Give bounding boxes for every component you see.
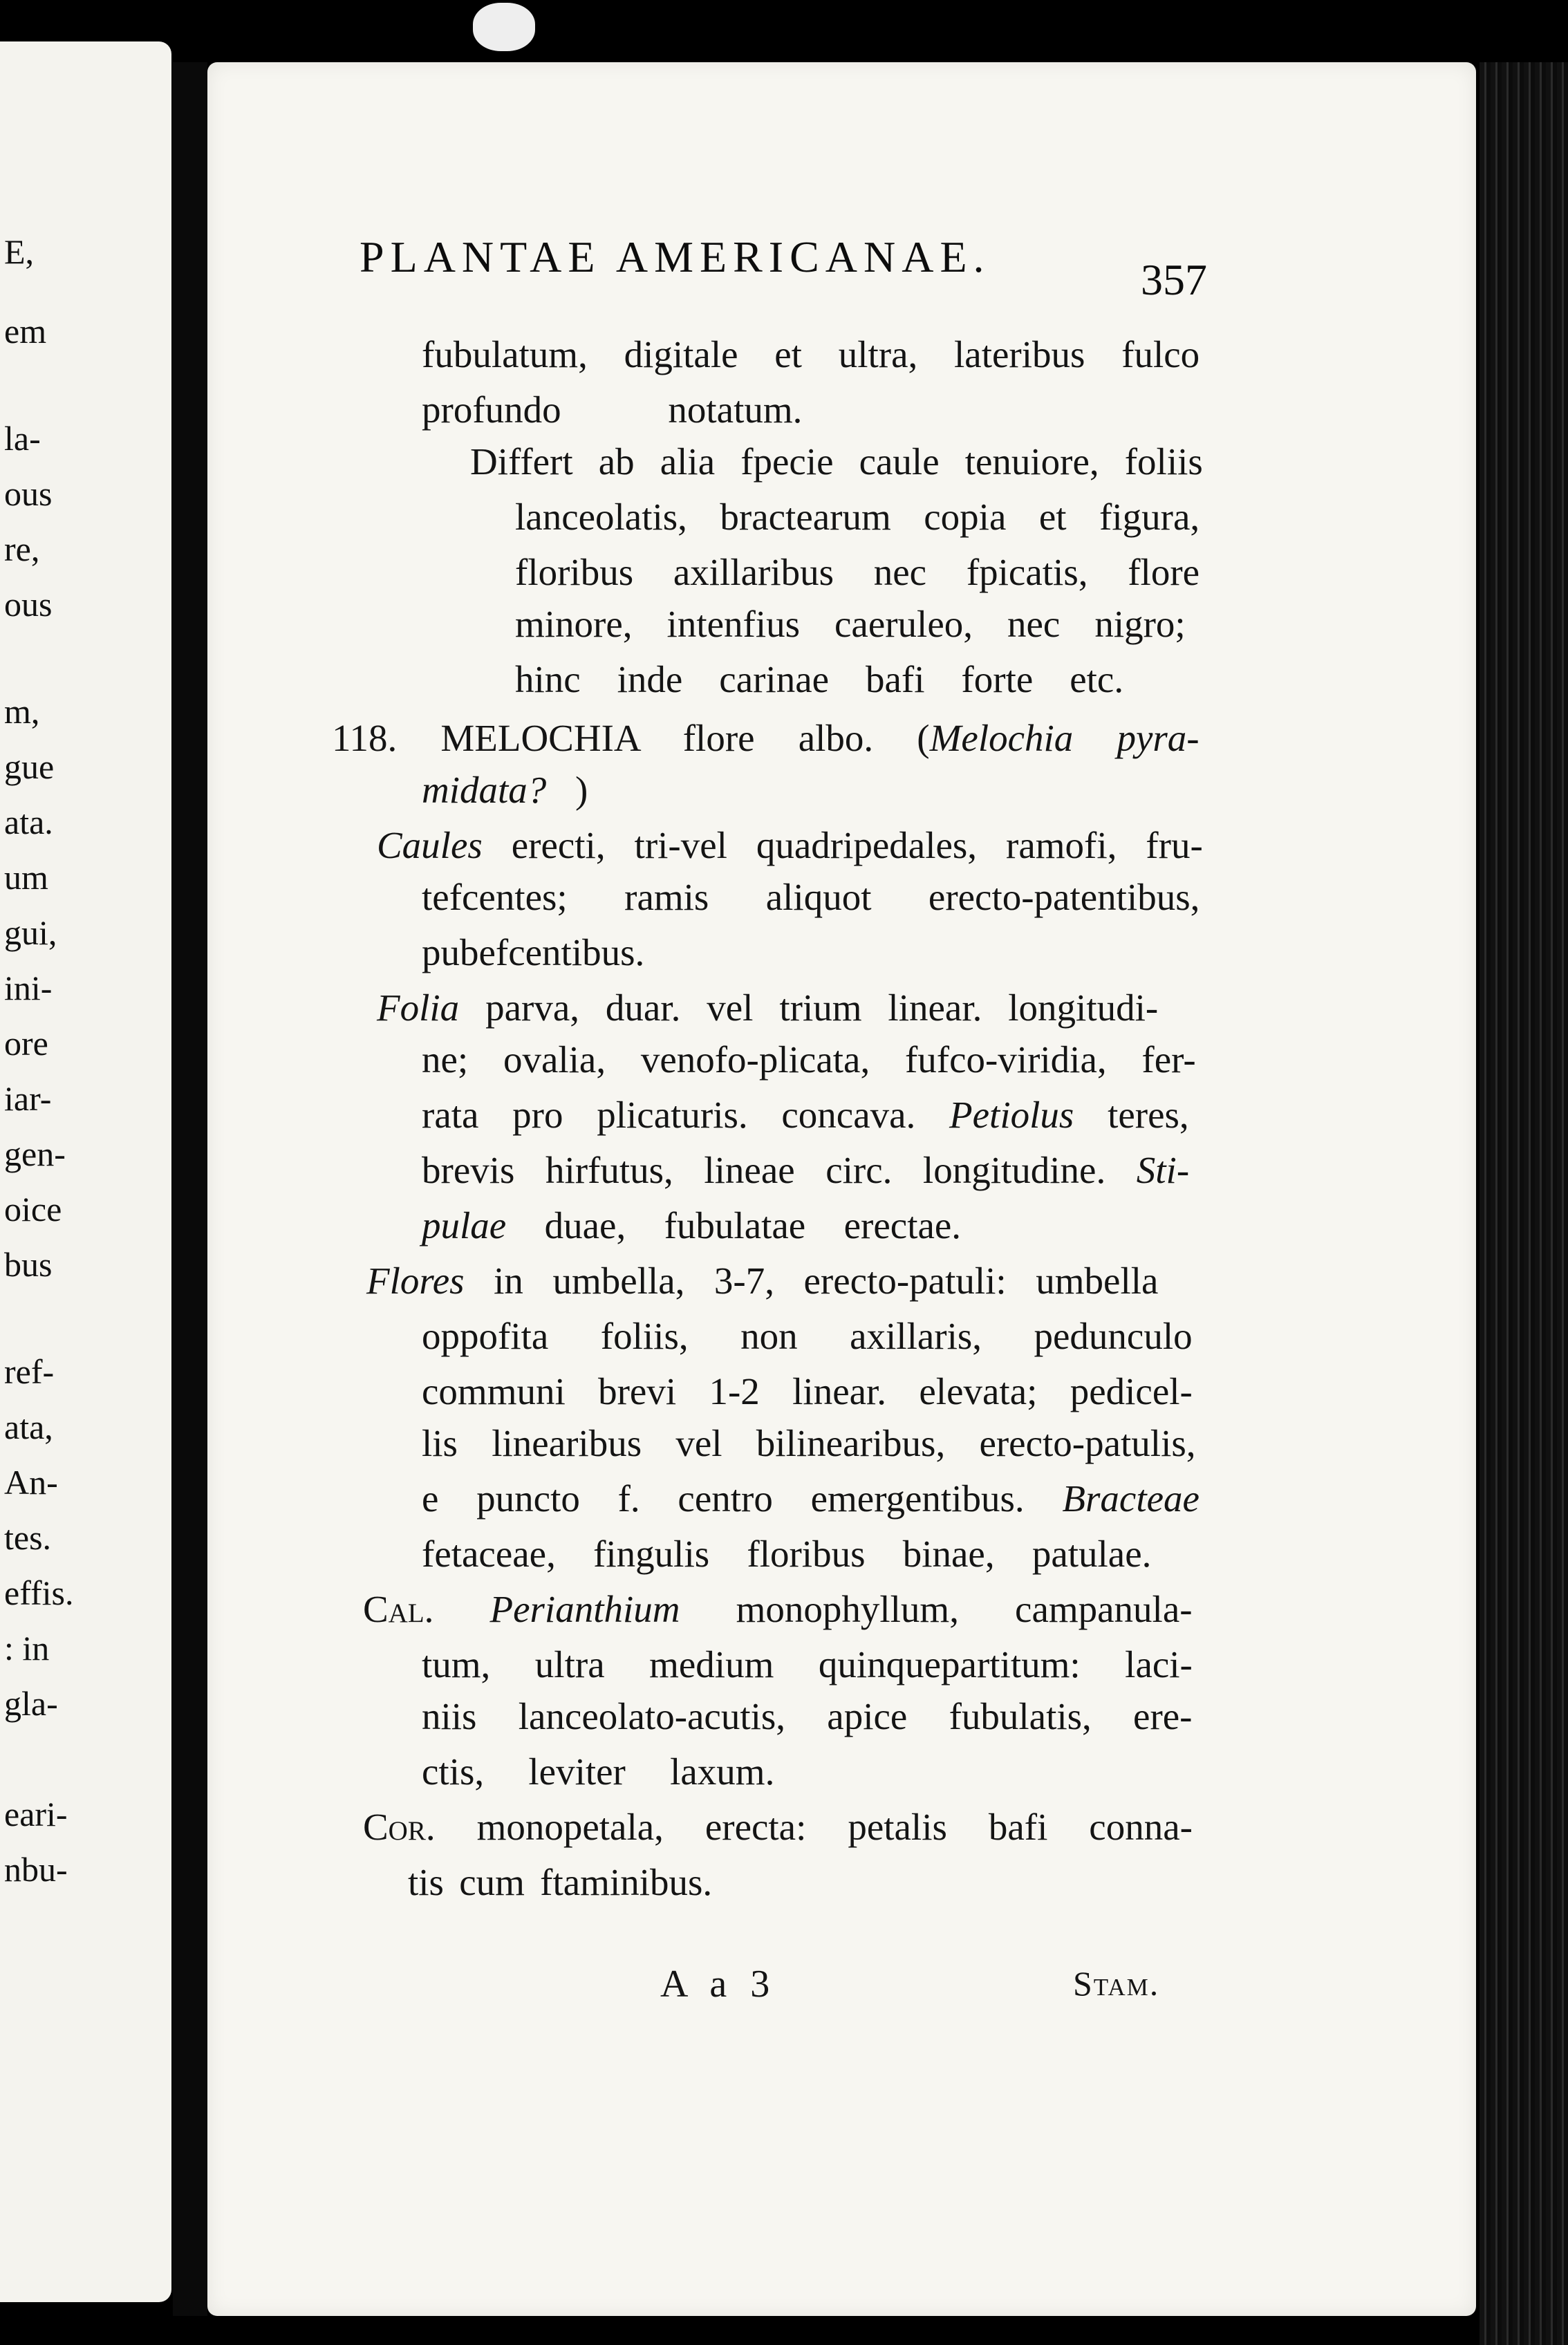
text-run: erecti, tri-vel quadripedales, ramofi, fru-	[482, 824, 1203, 866]
text-run: parva, duar. vel trium linear. longitudi-	[459, 987, 1159, 1029]
italic-term: Bracteae	[1062, 1477, 1200, 1520]
facing-page-text: oice	[4, 1190, 62, 1228]
text-run: minore, intenfius caeruleo, nec nigro;	[515, 603, 1186, 645]
page-number: 357	[1141, 255, 1207, 304]
text-line	[422, 771, 588, 809]
text-line	[515, 605, 1186, 643]
text-line	[422, 1372, 1193, 1410]
text-run: ne; ovalia, venofo-plicata, fufco-viridia, fer-	[422, 1038, 1196, 1081]
text-run: e puncto f. centro emergentibus.	[422, 1477, 1063, 1520]
text-run: 118. MELOCHIA flore albo. (	[332, 717, 930, 759]
text-run: oppofita foliis, non axillaris, pedunculo	[422, 1315, 1193, 1357]
signature-mark: A a 3	[660, 1963, 777, 2006]
text-run	[433, 1588, 489, 1630]
text-run: fubulatum, digitale et ultra, lateribus fulco	[422, 333, 1200, 375]
text-line	[422, 1317, 1193, 1355]
text-run: profundo notatum.	[422, 389, 803, 431]
text-line	[422, 1096, 1189, 1134]
text-line	[377, 989, 1158, 1027]
text-run: Differt ab alia fpecie caule tenuiore, foliis	[470, 440, 1203, 483]
text-run: tum, ultra medium quinquepartitum: laci-	[422, 1643, 1193, 1685]
text-line	[366, 1262, 1158, 1300]
facing-page-text: nbu-	[4, 1850, 68, 1889]
italic-term: Flores	[366, 1260, 465, 1302]
facing-page-text: ous	[4, 585, 53, 624]
facing-page-text: An-	[4, 1463, 58, 1502]
italic-term: Perianthium	[489, 1588, 680, 1630]
text-line	[422, 933, 644, 971]
text-line	[422, 1038, 1196, 1081]
text-line	[422, 1750, 775, 1793]
text-run: rata pro plicaturis. concava.	[422, 1094, 950, 1136]
text-run: ctis, leviter laxum.	[422, 1750, 775, 1793]
text-line	[363, 1590, 1193, 1628]
facing-page-text: ore	[4, 1024, 48, 1063]
facing-page-text: ata,	[4, 1408, 53, 1446]
text-run: duae, fubulatae erectae.	[506, 1204, 962, 1246]
text-run: monophyllum, campanula-	[680, 1588, 1193, 1630]
facing-page-text: la-	[4, 419, 41, 458]
facing-page-fragment	[0, 41, 171, 2302]
facing-page-text: em	[4, 312, 47, 351]
facing-page-text: iar-	[4, 1079, 52, 1118]
text-line	[422, 1424, 1196, 1462]
facing-page-text: gui,	[4, 913, 57, 952]
text-line	[377, 826, 1203, 864]
catchword: Stam.	[1073, 1964, 1160, 2003]
facing-page-text: m,	[4, 692, 40, 731]
facing-page-text: effis.	[4, 1573, 74, 1612]
text-line	[470, 440, 1203, 483]
italic-term: Caules	[377, 824, 483, 866]
text-line	[422, 335, 1200, 373]
facing-page-text: re,	[4, 530, 40, 568]
text-run: pubefcentibus.	[422, 931, 645, 973]
text-line	[422, 391, 802, 429]
text-run: lis linearibus vel bilinearibus, erecto-patulis,	[422, 1422, 1196, 1464]
text-line	[422, 1206, 961, 1244]
page-edges	[1480, 62, 1568, 2345]
book-gutter	[173, 62, 207, 2316]
text-run: hinc inde carinae bafi forte etc.	[515, 658, 1124, 700]
text-line	[332, 719, 1200, 757]
italic-term: Melochia pyra-	[929, 717, 1200, 759]
text-line	[515, 553, 1200, 591]
text-run: in umbella, 3-7, erecto-patuli: umbella	[464, 1260, 1159, 1302]
text-line	[422, 1477, 1200, 1520]
text-run: fetaceae, fingulis floribus binae, patulae.	[422, 1533, 1152, 1575]
facing-page-text: bus	[4, 1245, 53, 1284]
text-line	[422, 1535, 1151, 1573]
running-head: PLANTAE AMERICANAE.	[360, 232, 991, 281]
italic-term: Sti-	[1136, 1149, 1190, 1191]
facing-page-text: ini-	[4, 969, 53, 1007]
text-line	[422, 878, 1200, 916]
text-run: brevis hirfutus, lineae circ. longitudine.	[422, 1149, 1137, 1191]
facing-page-text: : in	[4, 1629, 50, 1667]
facing-page-text: ata.	[4, 803, 53, 841]
facing-page-text: gla-	[4, 1684, 58, 1723]
text-run: tefcentes; ramis aliquot erecto-patentibus,	[422, 876, 1200, 918]
text-line	[363, 1808, 1193, 1846]
text-run: )	[546, 769, 588, 811]
text-run: niis lanceolato-acutis, apice fubulatis, ere-	[422, 1695, 1193, 1737]
text-run: tis cum ftaminibus.	[408, 1861, 713, 1903]
italic-term: midata?	[422, 769, 547, 811]
text-line	[515, 660, 1123, 698]
italic-term: Folia	[377, 987, 460, 1029]
text-run: lanceolatis, bractearum copia et figura,	[515, 496, 1200, 538]
facing-page-text: gue	[4, 747, 55, 786]
text-run: teres,	[1074, 1094, 1189, 1136]
italic-term: pulae	[422, 1204, 507, 1246]
ink-blot	[470, 0, 538, 54]
text-run: floribus axillaribus nec fpicatis, flore	[515, 551, 1200, 593]
text-line	[422, 1151, 1189, 1189]
section-label: Cal.	[363, 1588, 434, 1630]
text-line	[408, 1863, 712, 1901]
facing-page-text: E,	[4, 232, 35, 271]
facing-page-text: tes.	[4, 1518, 52, 1557]
facing-page-text: eari-	[4, 1795, 68, 1833]
text-run: communi brevi 1-2 linear. elevata; pedicel-	[422, 1370, 1193, 1412]
facing-page-text: um	[4, 858, 48, 897]
facing-page-text: ous	[4, 474, 53, 513]
facing-page-text: gen-	[4, 1134, 66, 1173]
section-label: Cor.	[363, 1806, 436, 1848]
italic-term: Petiolus	[949, 1094, 1074, 1136]
text-line	[515, 498, 1200, 536]
text-line	[422, 1645, 1193, 1683]
text-line	[422, 1697, 1193, 1735]
facing-page-text: ref-	[4, 1352, 55, 1391]
text-run: monopetala, erecta: petalis bafi conna-	[435, 1806, 1193, 1848]
